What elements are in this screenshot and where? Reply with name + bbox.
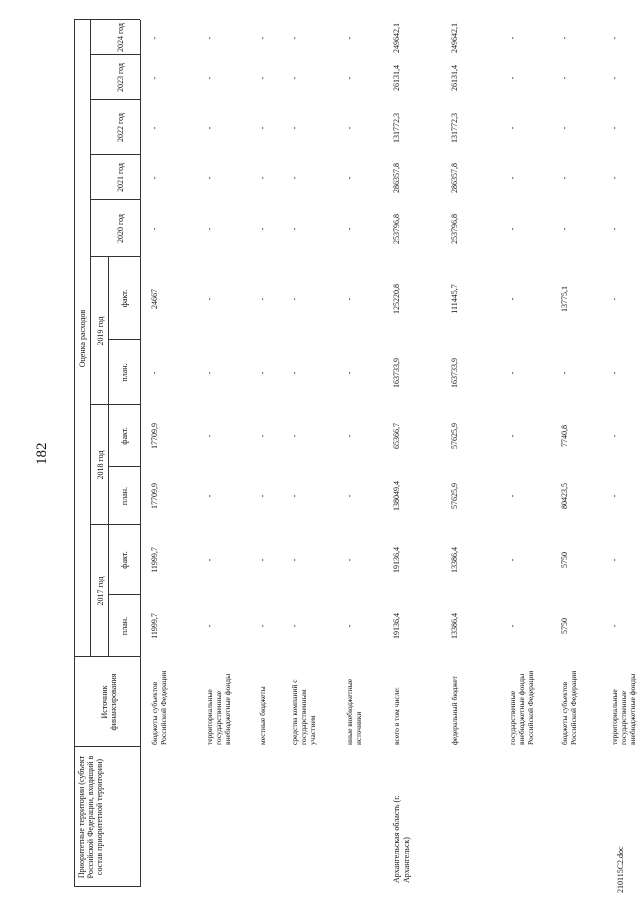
value-cell: - xyxy=(258,76,267,80)
header-year-2021: 2021 год xyxy=(116,163,125,192)
value-cell: 17709,9 xyxy=(150,483,159,509)
value-cell: - xyxy=(290,76,299,80)
header-fact-2017: факт. xyxy=(120,551,129,569)
col-border xyxy=(90,199,140,200)
value-cell: - xyxy=(345,76,354,80)
value-cell: 26131,4 xyxy=(450,65,459,91)
header-year-2024: 2024 год xyxy=(116,23,125,52)
value-cell: - xyxy=(610,624,619,628)
value-cell: 253796,8 xyxy=(392,214,401,244)
value-cell: - xyxy=(560,76,569,80)
header-rule-estimate xyxy=(90,20,91,657)
header-territory: Приоритетные территории (субъект Российской Федерации, входящий в состав приоритетной территории) xyxy=(77,755,104,879)
value-cell: - xyxy=(258,176,267,180)
value-cell: - xyxy=(508,227,517,231)
value-cell: 57625,9 xyxy=(450,483,459,509)
value-cell: - xyxy=(610,434,619,438)
value-cell: 5750 xyxy=(560,552,569,568)
value-cell: 111445,7 xyxy=(450,284,459,314)
value-cell: - xyxy=(560,36,569,40)
value-cell: - xyxy=(508,558,517,562)
value-cell: - xyxy=(258,624,267,628)
value-cell: 131772,3 xyxy=(392,113,401,143)
value-cell: - xyxy=(150,126,159,130)
value-cell: - xyxy=(345,624,354,628)
value-cell: - xyxy=(290,494,299,498)
row-source: всего в том числе: xyxy=(392,687,401,745)
value-cell: 286357,8 xyxy=(392,163,401,193)
header-plan-2017: план. xyxy=(120,616,129,636)
row-source: государственные внебюджетные фонды Российской Федерации xyxy=(508,670,535,745)
row-source: федеральный бюджет xyxy=(450,675,459,745)
value-cell: - xyxy=(258,227,267,231)
value-cell: - xyxy=(258,297,267,301)
row-source: бюджеты субъектов Российской Федерации xyxy=(150,670,168,745)
value-cell: - xyxy=(290,126,299,130)
col-border xyxy=(90,154,140,155)
row-source: средства компаний с государственным участием xyxy=(290,679,317,745)
value-cell: 7740,8 xyxy=(560,425,569,447)
col-border xyxy=(74,886,140,887)
value-cell: - xyxy=(290,176,299,180)
value-cell: - xyxy=(258,558,267,562)
value-cell: - xyxy=(560,227,569,231)
value-cell: - xyxy=(610,227,619,231)
row-source: иные внебюджетные источники xyxy=(345,678,363,745)
value-cell: 163733,9 xyxy=(450,358,459,388)
value-cell: - xyxy=(610,176,619,180)
value-cell: 249642,1 xyxy=(450,23,459,53)
value-cell: - xyxy=(345,434,354,438)
value-cell: - xyxy=(150,36,159,40)
row-source: территориальные государственные внебюджетные фонды xyxy=(205,673,232,745)
value-cell: - xyxy=(345,297,354,301)
col-border xyxy=(74,746,140,747)
header-year-2017: 2017 год xyxy=(96,576,105,606)
value-cell: 26131,4 xyxy=(392,65,401,91)
row-territory: Архангельская область (г. Архангельск) xyxy=(392,795,411,883)
value-cell: - xyxy=(258,494,267,498)
header-plan-2019: план. xyxy=(120,363,129,382)
value-cell: 286357,8 xyxy=(450,163,459,193)
value-cell: - xyxy=(508,624,517,628)
value-cell: 138049,4 xyxy=(392,481,401,511)
value-cell: - xyxy=(508,434,517,438)
value-cell: 11999,7 xyxy=(150,613,159,639)
value-cell: - xyxy=(610,558,619,562)
value-cell: - xyxy=(345,371,354,375)
value-cell: - xyxy=(610,297,619,301)
header-year-2022: 2022 год xyxy=(116,113,125,142)
value-cell: - xyxy=(205,494,214,498)
value-cell: - xyxy=(150,227,159,231)
value-cell: - xyxy=(290,371,299,375)
value-cell: - xyxy=(205,36,214,40)
header-estimate: Оценка расходов xyxy=(78,309,87,368)
value-cell: - xyxy=(290,434,299,438)
value-cell: 13775,1 xyxy=(560,286,569,312)
value-cell: - xyxy=(508,494,517,498)
header-rule-years xyxy=(108,257,109,657)
value-cell: 125220,8 xyxy=(392,284,401,314)
value-cell: - xyxy=(258,371,267,375)
value-cell: 24667 xyxy=(150,289,159,309)
value-cell: 19136,4 xyxy=(392,547,401,573)
value-cell: - xyxy=(560,126,569,130)
value-cell: 11999,7 xyxy=(150,547,159,573)
value-cell: - xyxy=(345,558,354,562)
value-cell: - xyxy=(290,624,299,628)
value-cell: - xyxy=(345,126,354,130)
value-cell: - xyxy=(290,36,299,40)
value-cell: - xyxy=(345,227,354,231)
page-number: 182 xyxy=(34,442,50,465)
value-cell: - xyxy=(205,227,214,231)
value-cell: 249642,1 xyxy=(392,23,401,53)
value-cell: 5750 xyxy=(560,618,569,634)
value-cell: - xyxy=(610,36,619,40)
value-cell: - xyxy=(610,76,619,80)
header-year-2019: 2019 год xyxy=(96,316,105,346)
header-fact-2018: факт. xyxy=(120,427,129,445)
header-year-2023: 2023 год xyxy=(116,63,125,92)
value-cell: - xyxy=(205,371,214,375)
col-border xyxy=(90,99,140,100)
value-cell: - xyxy=(205,434,214,438)
row-source: территориальные государственные внебюджетные фонды xyxy=(610,673,637,745)
value-cell: 80423,5 xyxy=(560,483,569,509)
value-cell: - xyxy=(150,176,159,180)
value-cell: - xyxy=(508,371,517,375)
value-cell: - xyxy=(508,176,517,180)
value-cell: 163733,9 xyxy=(392,358,401,388)
value-cell: - xyxy=(290,227,299,231)
value-cell: - xyxy=(560,371,569,375)
footer-code: 210115C2.doc xyxy=(616,846,625,893)
row-source: местные бюджеты xyxy=(258,686,267,745)
value-cell: - xyxy=(610,371,619,375)
value-cell: - xyxy=(290,297,299,301)
col-border xyxy=(90,54,140,55)
value-cell: - xyxy=(150,371,159,375)
value-cell: 13386,4 xyxy=(450,547,459,573)
table-top-border xyxy=(74,20,75,887)
header-fact-2019: факт. xyxy=(120,289,129,308)
value-cell: 19136,4 xyxy=(392,613,401,639)
value-cell: - xyxy=(345,176,354,180)
value-cell: - xyxy=(258,434,267,438)
value-cell: - xyxy=(610,126,619,130)
value-cell: - xyxy=(205,624,214,628)
header-source: Источник финансирования xyxy=(100,673,118,731)
header-bottom-border xyxy=(140,20,141,887)
row-source: бюджеты субъектов Российской Федерации xyxy=(560,670,578,745)
value-cell: 65366,7 xyxy=(392,423,401,449)
value-cell: - xyxy=(508,297,517,301)
value-cell: 253796,8 xyxy=(450,214,459,244)
value-cell: - xyxy=(560,176,569,180)
value-cell: - xyxy=(508,76,517,80)
value-cell: - xyxy=(610,494,619,498)
value-cell: - xyxy=(205,297,214,301)
value-cell: - xyxy=(258,126,267,130)
value-cell: - xyxy=(205,176,214,180)
header-plan-2018: план. xyxy=(120,486,129,506)
value-cell: 13386,4 xyxy=(450,613,459,639)
value-cell: - xyxy=(205,76,214,80)
value-cell: - xyxy=(205,126,214,130)
value-cell: - xyxy=(508,36,517,40)
value-cell: - xyxy=(150,76,159,80)
value-cell: 17709,9 xyxy=(150,423,159,449)
value-cell: 57625,9 xyxy=(450,423,459,449)
value-cell: - xyxy=(205,558,214,562)
value-cell: 131772,3 xyxy=(450,113,459,143)
value-cell: - xyxy=(345,36,354,40)
value-cell: - xyxy=(345,494,354,498)
value-cell: - xyxy=(258,36,267,40)
header-year-2020: 2020 год xyxy=(116,214,125,243)
value-cell: - xyxy=(290,558,299,562)
value-cell: - xyxy=(508,126,517,130)
header-year-2018: 2018 год xyxy=(96,450,105,480)
